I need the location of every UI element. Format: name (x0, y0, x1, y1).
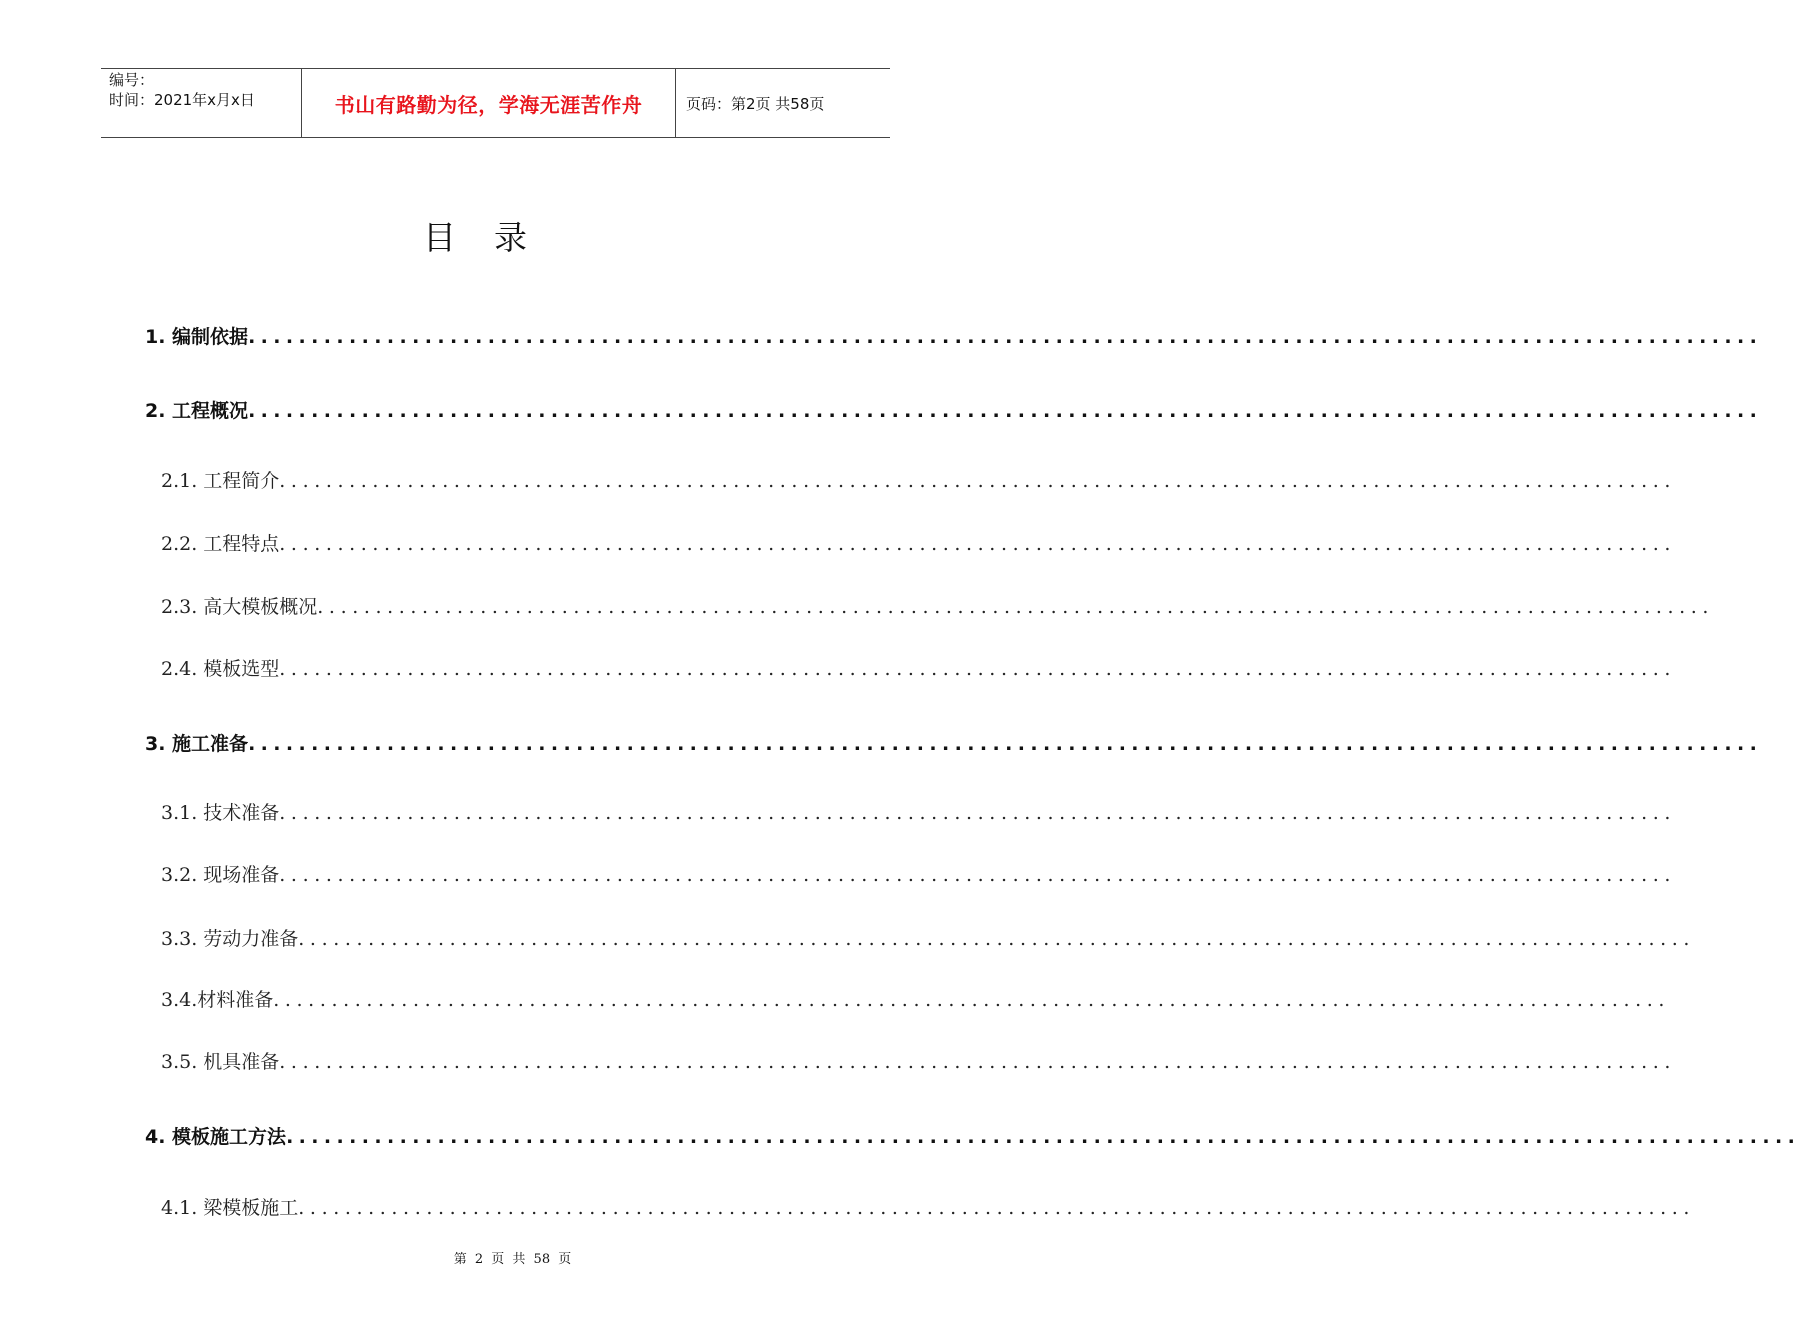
toc-entry-label: 2.3. 高大模板概况 (161, 596, 318, 618)
toc-entry-label: 3.1. 技术准备 (161, 802, 280, 824)
toc-entry-label: 1. 编制依据 (145, 326, 249, 348)
toc-entry-label: 3.2. 现场准备 (161, 864, 280, 886)
toc-entry[interactable] (145, 729, 1763, 756)
toc-leader-dots: ........................................................................................................................ (279, 533, 1677, 555)
page-footer: 第 2 页 共 58 页 (453, 1252, 572, 1267)
header-page-info: 页码：第2页 共58页 (686, 94, 825, 113)
toc-leader-dots: ........................................................................................................................ (286, 1126, 1800, 1148)
toc-leader-dots: ........................................................................................................................ (279, 864, 1677, 886)
toc-entry[interactable] (161, 1047, 1677, 1074)
toc-leader-dots: ........................................................................................................................ (279, 658, 1677, 680)
toc-entry[interactable] (161, 592, 1715, 619)
toc-entry[interactable] (145, 322, 1763, 349)
toc-entry[interactable] (161, 924, 1696, 951)
toc-leader-dots: ........................................................................................................................ (279, 470, 1677, 492)
toc-leader-dots: ........................................................................................................................ (273, 989, 1671, 1011)
document-date-label: 时间：2021年x月x日 (109, 91, 255, 109)
toc-leader-dots: ........................................................................................................................ (298, 1197, 1696, 1219)
toc-entry[interactable] (145, 396, 1763, 423)
toc-leader-dots: ........................................................................................................................ (248, 733, 1763, 755)
toc-entry-label: 2.4. 模板选型 (161, 658, 280, 680)
toc-entry[interactable] (145, 1122, 1800, 1149)
toc-entry[interactable] (161, 1193, 1696, 1220)
toc-entry-label: 2. 工程概况 (145, 400, 249, 422)
toc-title: 目录 (423, 218, 565, 257)
header-motto: 书山有路勤为径，学海无涯苦作舟 (334, 92, 643, 117)
document-number-label: 编号： (109, 71, 155, 89)
toc-leader-dots: ........................................................................................................................ (317, 596, 1715, 618)
toc-entry-label: 3. 施工准备 (145, 733, 249, 755)
toc-entry[interactable] (161, 798, 1677, 825)
toc-leader-dots: ........................................................................................................................ (279, 802, 1677, 824)
toc-leader-dots: ........................................................................................................................ (279, 1051, 1677, 1073)
toc-entry[interactable] (161, 466, 1677, 493)
toc-leader-dots: ........................................................................................................................ (298, 928, 1696, 950)
toc-entry-label: 3.4.材料准备 (161, 989, 274, 1011)
toc-entry-label: 3.5. 机具准备 (161, 1051, 280, 1073)
toc-entry[interactable] (161, 860, 1677, 887)
toc-entry-label: 4.1. 梁模板施工 (161, 1197, 299, 1219)
toc-entry-label: 2.1. 工程简介 (161, 470, 280, 492)
toc-entry-label: 4. 模板施工方法 (145, 1126, 287, 1148)
toc-entry-label: 3.3. 劳动力准备 (161, 928, 299, 950)
toc-entry[interactable] (161, 985, 1671, 1012)
toc-entry[interactable] (161, 654, 1677, 681)
toc-leader-dots: ........................................................................................................................ (248, 326, 1763, 348)
toc-entry[interactable] (161, 529, 1677, 556)
toc-leader-dots: ........................................................................................................................ (248, 400, 1763, 422)
toc-entry-label: 2.2. 工程特点 (161, 533, 280, 555)
